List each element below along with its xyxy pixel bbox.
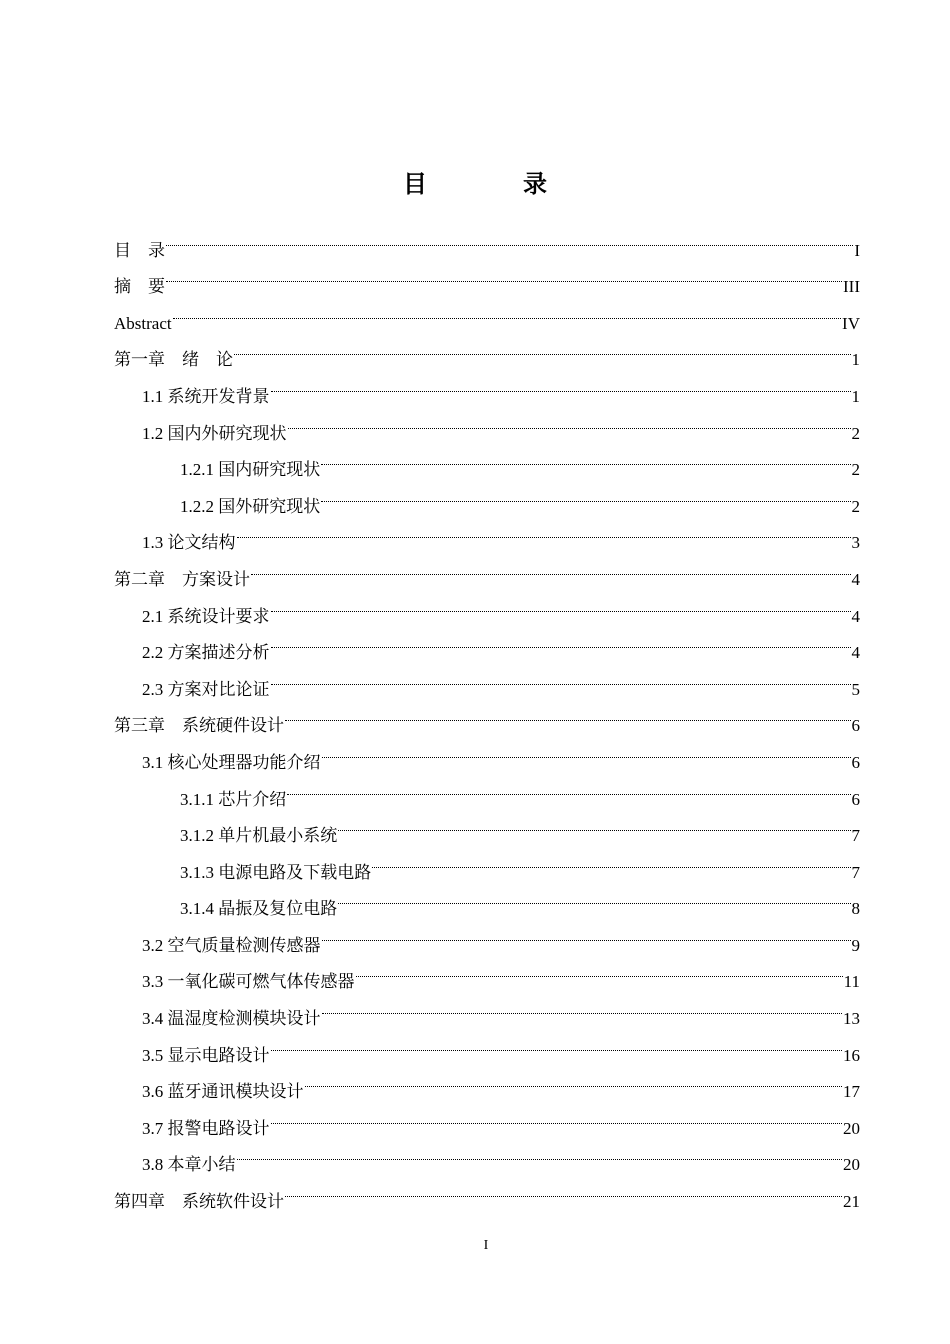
toc-entry-page-number: 4: [851, 606, 860, 626]
page-title: 目 录: [403, 170, 583, 198]
toc-entry-page-number: 7: [851, 862, 860, 882]
toc-entry-page-number: 7: [851, 826, 860, 846]
toc-dot-leader: [271, 1024, 843, 1061]
toc-dot-leader: [322, 731, 851, 768]
toc-dot-leader: [271, 1097, 843, 1134]
toc-entry-label: 1.1 系统开发背景: [142, 386, 270, 406]
toc-entry-label: 3.3 一氧化碳可燃气体传感器: [142, 972, 355, 992]
toc-entry-label: 3.7 报警电路设计: [142, 1118, 270, 1138]
toc-entry-label: 摘 要: [114, 277, 165, 297]
toc-dot-leader: [166, 256, 842, 293]
toc-entry[interactable]: [114, 329, 860, 370]
toc-entry-page-number: 21: [843, 1192, 860, 1212]
toc-dot-leader: [234, 329, 851, 366]
toc-entry-label: 1.3 论文结构: [142, 533, 236, 553]
toc-entry-page-number: 6: [851, 789, 860, 809]
toc-entry-label: 第一章 绪 论: [114, 350, 233, 370]
toc-entry-page-number: 2: [851, 423, 860, 443]
toc-dot-leader: [271, 365, 851, 402]
toc-dot-leader: [237, 512, 851, 549]
toc-entry-page-number: 20: [843, 1118, 860, 1138]
toc-dot-leader: [338, 805, 850, 842]
toc-entry-page-number: 2: [851, 496, 860, 516]
toc-entry-label: 1.2.1 国内研究现状: [180, 460, 321, 480]
toc-entry-label: Abstract: [114, 313, 172, 333]
toc-dot-leader: [356, 951, 843, 988]
toc-entry-page-number: 6: [851, 752, 860, 772]
toc-entry-label: 3.1.4 晶振及复位电路: [180, 899, 338, 919]
toc-entry-label: 3.5 显示电路设计: [142, 1045, 270, 1065]
toc-entry-page-number: 2: [851, 460, 860, 480]
toc-entry-page-number: III: [843, 277, 860, 297]
toc-entry-page-number: 5: [851, 679, 860, 699]
toc-dot-leader: [287, 768, 850, 805]
toc-entry-label: 2.1 系统设计要求: [142, 606, 270, 626]
toc-dot-leader: [271, 622, 851, 659]
toc-entry-page-number: 20: [843, 1155, 860, 1175]
toc-entry-page-number: 3: [851, 533, 860, 553]
toc-entry[interactable]: [114, 292, 860, 333]
toc-entry-label: 3.2 空气质量检测传感器: [142, 935, 321, 955]
toc-entry-page-number: 8: [851, 899, 860, 919]
toc-entry-page-number: I: [854, 240, 860, 260]
toc-entry-label: 第三章 系统硬件设计: [114, 716, 284, 736]
toc-entry-page-number: 1: [851, 350, 860, 370]
toc-dot-leader: [166, 219, 853, 256]
toc-entry-page-number: IV: [842, 313, 860, 333]
toc-entry-label: 3.1.2 单片机最小系统: [180, 826, 338, 846]
toc-entry-label: 3.1.1 芯片介绍: [180, 789, 287, 809]
toc-dot-leader: [237, 1134, 843, 1171]
toc-entry-label: 1.2 国内外研究现状: [142, 423, 287, 443]
toc-entry-page-number: 17: [843, 1082, 860, 1102]
toc-dot-leader: [271, 658, 851, 695]
toc-entry-page-number: 6: [851, 716, 860, 736]
toc-entry-label: 目 录: [114, 240, 165, 260]
toc-entry-label: 1.2.2 国外研究现状: [180, 496, 321, 516]
toc-entry-label: 3.1.3 电源电路及下载电路: [180, 862, 372, 882]
toc-dot-leader: [285, 695, 851, 732]
toc-dot-leader: [372, 841, 850, 878]
toc-entry-label: 第二章 方案设计: [114, 569, 250, 589]
page-number: I: [483, 1238, 489, 1253]
toc-entry-label: 3.6 蓝牙通讯模块设计: [142, 1082, 304, 1102]
toc-entry-page-number: 4: [851, 569, 860, 589]
toc-entry[interactable]: [114, 219, 860, 260]
toc-entry-page-number: 9: [851, 935, 860, 955]
toc-entry-label: 3.4 温湿度检测模块设计: [142, 1009, 321, 1029]
toc-entry[interactable]: [114, 256, 860, 297]
toc-entry-page-number: 13: [843, 1009, 860, 1029]
toc-dot-leader: [321, 475, 850, 512]
toc-entry-label: 3.8 本章小结: [142, 1155, 236, 1175]
table-of-contents: [114, 219, 860, 1212]
toc-dot-leader: [321, 439, 850, 476]
toc-dot-leader: [251, 548, 851, 585]
toc-dot-leader: [288, 402, 851, 439]
toc-entry-page-number: 11: [843, 972, 860, 992]
toc-entry-label: 2.2 方案描述分析: [142, 643, 270, 663]
toc-entry-page-number: 4: [851, 643, 860, 663]
toc-entry-label: 第四章 系统软件设计: [114, 1192, 284, 1212]
toc-entry-label: 3.1 核心处理器功能介绍: [142, 752, 321, 772]
toc-dot-leader: [271, 585, 851, 622]
toc-dot-leader: [173, 292, 841, 329]
toc-entry-label: 2.3 方案对比论证: [142, 679, 270, 699]
toc-dot-leader: [322, 914, 851, 951]
toc-dot-leader: [285, 1170, 842, 1207]
toc-entry-page-number: 1: [851, 386, 860, 406]
toc-dot-leader: [338, 878, 850, 915]
toc-entry-page-number: 16: [843, 1045, 860, 1065]
toc-dot-leader: [305, 1061, 843, 1098]
toc-dot-leader: [322, 987, 843, 1024]
